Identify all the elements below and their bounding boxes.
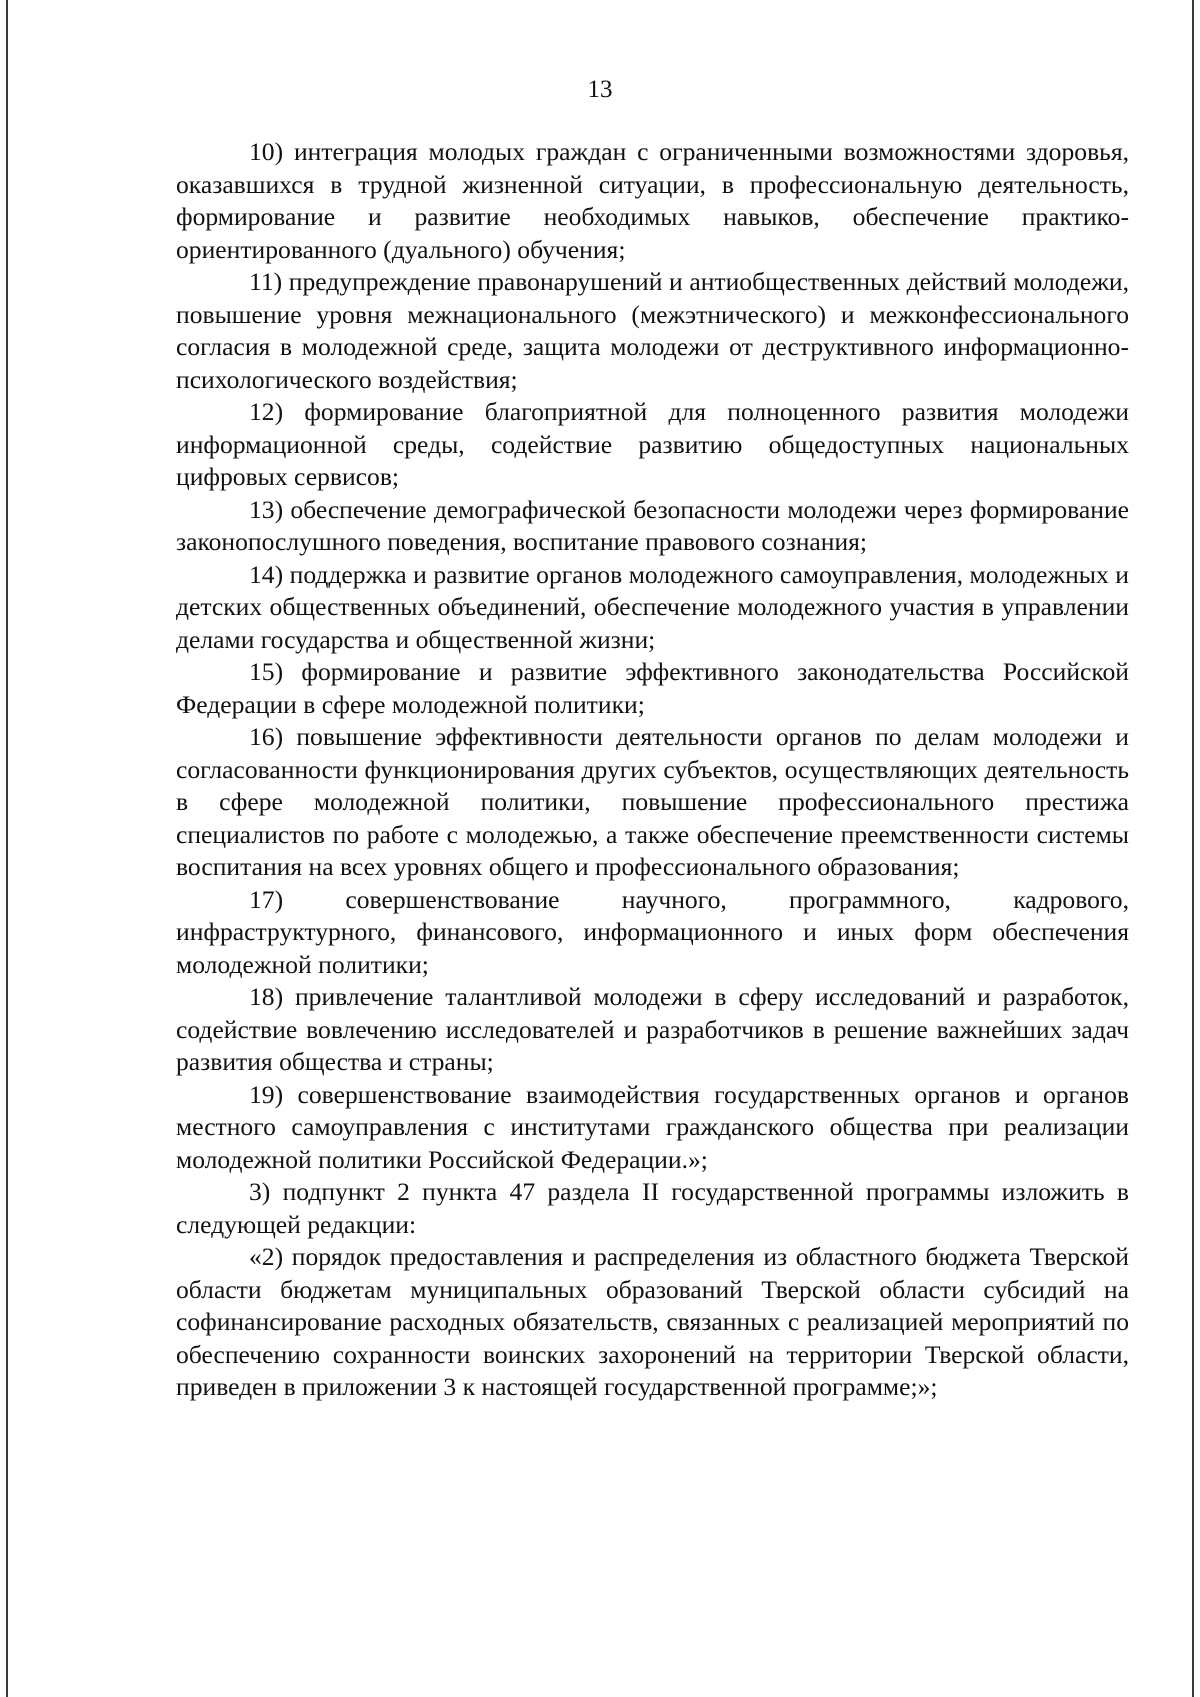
paragraph-item-15: 15) формирование и развитие эффективного законодательства Российской Федерации в сфере молодежной политики; — [176, 657, 1129, 719]
paragraph-subitem-2: «2) порядок предоставления и распределения из областного бюджета Тверской области бюджетам муниципальных образований Тверской области субсидий на софинансирование расходных обязательств, связанных с реализацией мероприятий по обеспечению сохранности воинских захоронений на территории Тверской области, приведен в приложении 3 к настоящей государственной программе;»; — [176, 1242, 1129, 1401]
paragraph-item-17: 17) совершенствование научного, программного, кадрового, инфраструктурного, финансового, информационного и иных форм обеспечения молодежной политики; — [176, 884, 1129, 979]
paragraph-item-11: 11) предупреждение правонарушений и антиобщественных действий молодежи, повышение уровня межнационального (межэтнического) и межконфессионального согласия в молодежной среде, защита молодежи от деструктивного информационно-психологического воздействия; — [176, 267, 1129, 394]
body-text — [176, 136, 1129, 1404]
scan-left-edge — [6, 0, 8, 1697]
paragraph-item-12: 12) формирование благоприятной для полноценного развития молодежи информационной среды, содействие развитию общедоступных национальных цифровых сервисов; — [176, 397, 1129, 491]
paragraph-item-10: 10) интеграция молодых граждан с ограниченными возможностями здоровья, оказавшихся в трудной жизненной ситуации, в профессиональную деятельность, формирование и развитие необходимых навыков, обеспечение практико-ориентированного (дуального) обучения; — [176, 137, 1129, 264]
paragraph-item-16: 16) повышение эффективности деятельности органов по делам молодежи и согласованности функционирования других субъектов, осуществляющих деятельность в сфере молодежной политики, повышение профессионального престижа специалистов по работе с молодежью, а также обеспечение преемственности системы воспитания на всех уровнях общего и профессионального образования; — [176, 722, 1129, 881]
page-number: 13 — [587, 76, 613, 103]
paragraph-item-14: 14) поддержка и развитие органов молодежного самоуправления, молодежных и детских общественных объединений, обеспечение молодежного участия в управлении делами государства и общественной жизни; — [176, 559, 1129, 654]
paragraph-amendment-3: 3) подпункт 2 пункта 47 раздела II государственной программы изложить в следующей редакции: — [176, 1177, 1129, 1239]
paragraph-item-18: 18) привлечение талантливой молодежи в сферу исследований и разработок, содействие вовлечению исследователей и разработчиков в решение важнейших задач развития общества и страны; — [176, 982, 1129, 1076]
scan-right-edge — [1192, 0, 1194, 1697]
paragraph-item-13: 13) обеспечение демографической безопасности молодежи через формирование законопослушного поведения, воспитание правового сознания; — [176, 494, 1129, 556]
paragraph-item-19: 19) совершенствование взаимодействия государственных органов и органов местного самоуправления с институтами гражданского общества при реализации молодежной политики Российской Федерации.»; — [176, 1079, 1129, 1174]
